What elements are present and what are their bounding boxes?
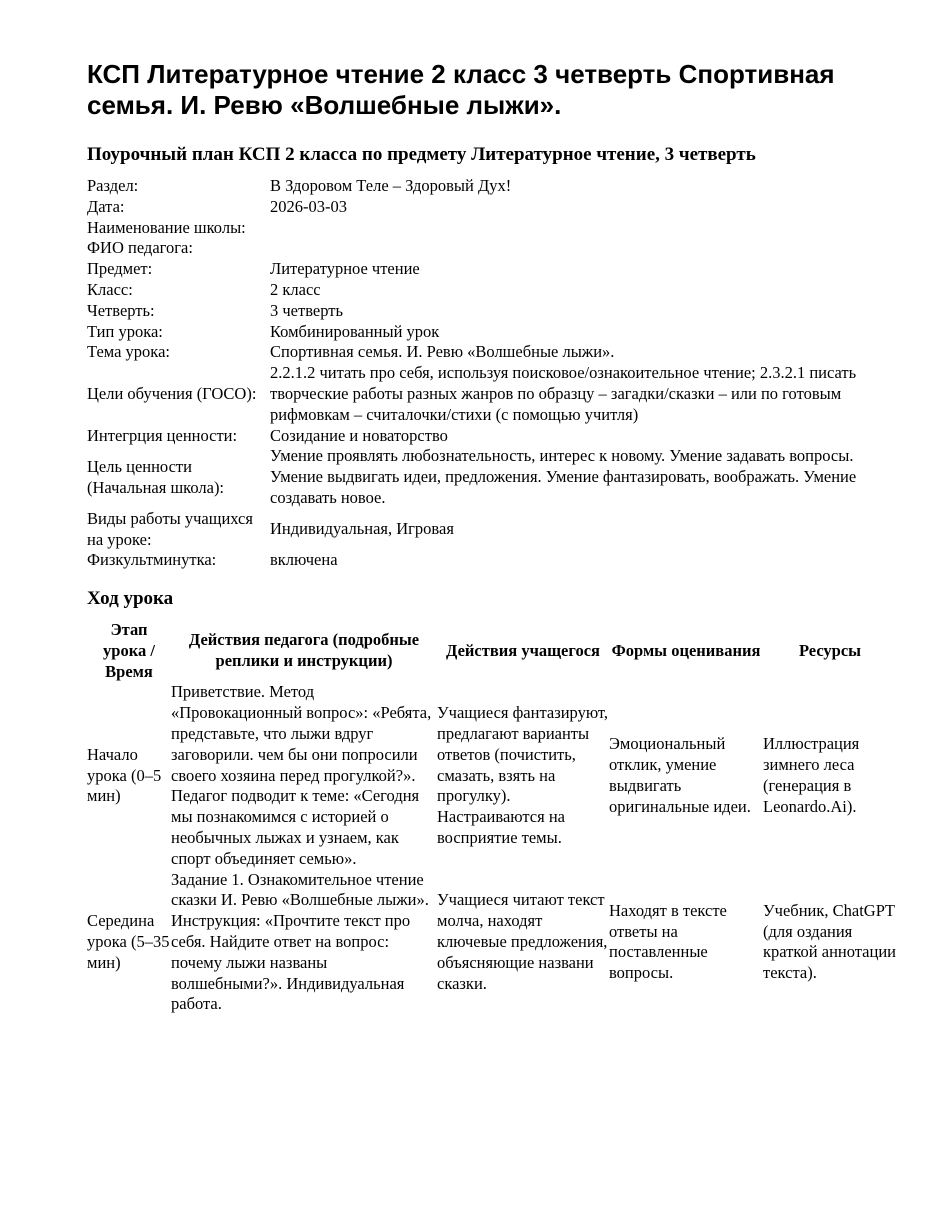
info-value: Умение проявлять любознательность, интерес к новому. Умение задавать вопросы. Умение выдвигать идеи, предложения. Умение фантазировать, воображать. Умение создавать новое. [270,446,857,507]
info-label: ФИО педагога: [87,238,193,258]
cell-assessment: Находят в тексте ответы на поставленные вопросы. [609,900,727,983]
cell-student: Учащиеся читают текст молча, находят ключевые предложения, объясняющие названи сказки. [437,890,608,993]
info-value [270,238,887,259]
info-value: 3 четверть [270,300,343,320]
info-row [87,509,887,551]
info-row [87,197,887,218]
info-row [87,322,887,343]
info-row [87,426,887,447]
info-row [87,301,887,322]
info-label: Цель ценности (Начальная школа): [87,456,225,497]
info-row [87,259,887,280]
table-row [87,682,897,869]
cell-stage: Начало урока (0–5 мин) [87,744,162,806]
info-row [87,342,887,363]
lesson-heading: Ход урока [87,588,174,609]
info-value: 2026-03-03 [270,196,347,216]
info-value: 2.2.1.2 читать про себя, используя поисковое/ознакоительное чтение; 2.3.2.1 писать творческие работы разных жанров по образцу – загадки/сказки – или по готовым рифмовкам – считалочки/стихи (с помощью учитля) [270,363,857,424]
cell-resources: Учебник, ChatGPT (для оздания краткой аннотации текста). [763,900,896,983]
column-header-assessment: Формы оценивания [611,640,761,660]
info-label: Четверть: [87,300,155,320]
cell-student: Учащиеся фантазируют, предлагают варианты ответов (почистить, смазать, взять на прогулку). Настраиваются на восприятие темы. [437,703,609,847]
lesson-table [87,620,897,1015]
column-header-student: Действия учащегося [446,640,600,660]
info-value: В Здоровом Теле – Здоровый Дух! [270,176,512,195]
info-value: 2 класс [270,279,321,299]
info-value [270,218,887,239]
info-label: Интегрция ценности: [87,425,238,445]
info-label: Тема урока: [87,342,170,362]
info-label: Цели обучения (ГОСО): [87,383,257,403]
info-value: включена [270,550,338,570]
info-value: Созидание и новаторство [270,425,448,445]
info-table [87,176,887,571]
document-title: КСП Литературное чтение 2 класс 3 четверть Спортивная семья. И. Ревю «Волшебные лыжи». [87,59,835,120]
info-label: Тип урока: [87,321,163,341]
info-label: Физкультминутка: [87,550,217,570]
info-value: Индивидуальная, Игровая [270,519,454,539]
cell-resources: Иллюстрация зимнего леса (генерация в Leonardo.Ai). [763,734,860,816]
table-header-row [87,620,897,682]
cell-teacher: Задание 1. Ознакомительное чтение сказки И. Ревю «Волшебные лыжи». Инструкция: «Прочтите текст про себя. Найдите ответ на вопрос: почему лыжи названы волшебными?». Индивидуальная работа. [171,869,429,1014]
info-row [87,238,887,259]
info-value: Литературное чтение [270,259,420,279]
column-header-resources: Ресурсы [798,640,862,660]
info-label: Виды работы учащихся на уроке: [87,508,253,549]
info-label: Наименование школы: [87,217,246,237]
column-header-teacher: Действия педагога (подробные реплики и инструкции) [188,630,420,671]
info-row [87,363,887,425]
cell-stage: Середина урока (5–35 мин) [87,911,170,972]
info-row [87,446,887,508]
info-row [87,218,887,239]
cell-assessment: Эмоциональный отклик, умение выдвигать оригинальные идеи. [609,734,751,816]
info-label: Раздел: [87,176,139,195]
info-value: Спортивная семья. И. Ревю «Волшебные лыжи». [270,342,615,362]
info-row [87,176,887,197]
info-row [87,550,887,571]
info-row [87,280,887,301]
document-subtitle: Поурочный план КСП 2 класса по предмету Литературное чтение, 3 четверть [87,144,756,165]
info-label: Предмет: [87,259,153,279]
info-label: Дата: [87,196,125,216]
cell-teacher: Приветствие. Метод «Провокационный вопрос»: «Ребята, представьте, что лыжи вдруг заговорили. чем бы они попросили своего хозяина перед прогулкой?». Педагог подводит к теме: «Сегодня мы познакомимся с историей о необычных лыжах и узнаем, как спорт объединяет семью». [171,682,432,868]
column-header-stage: Этап урока / Время [103,620,155,681]
info-value: Комбинированный урок [270,321,440,341]
info-label: Класс: [87,279,133,299]
table-row [87,870,897,1016]
